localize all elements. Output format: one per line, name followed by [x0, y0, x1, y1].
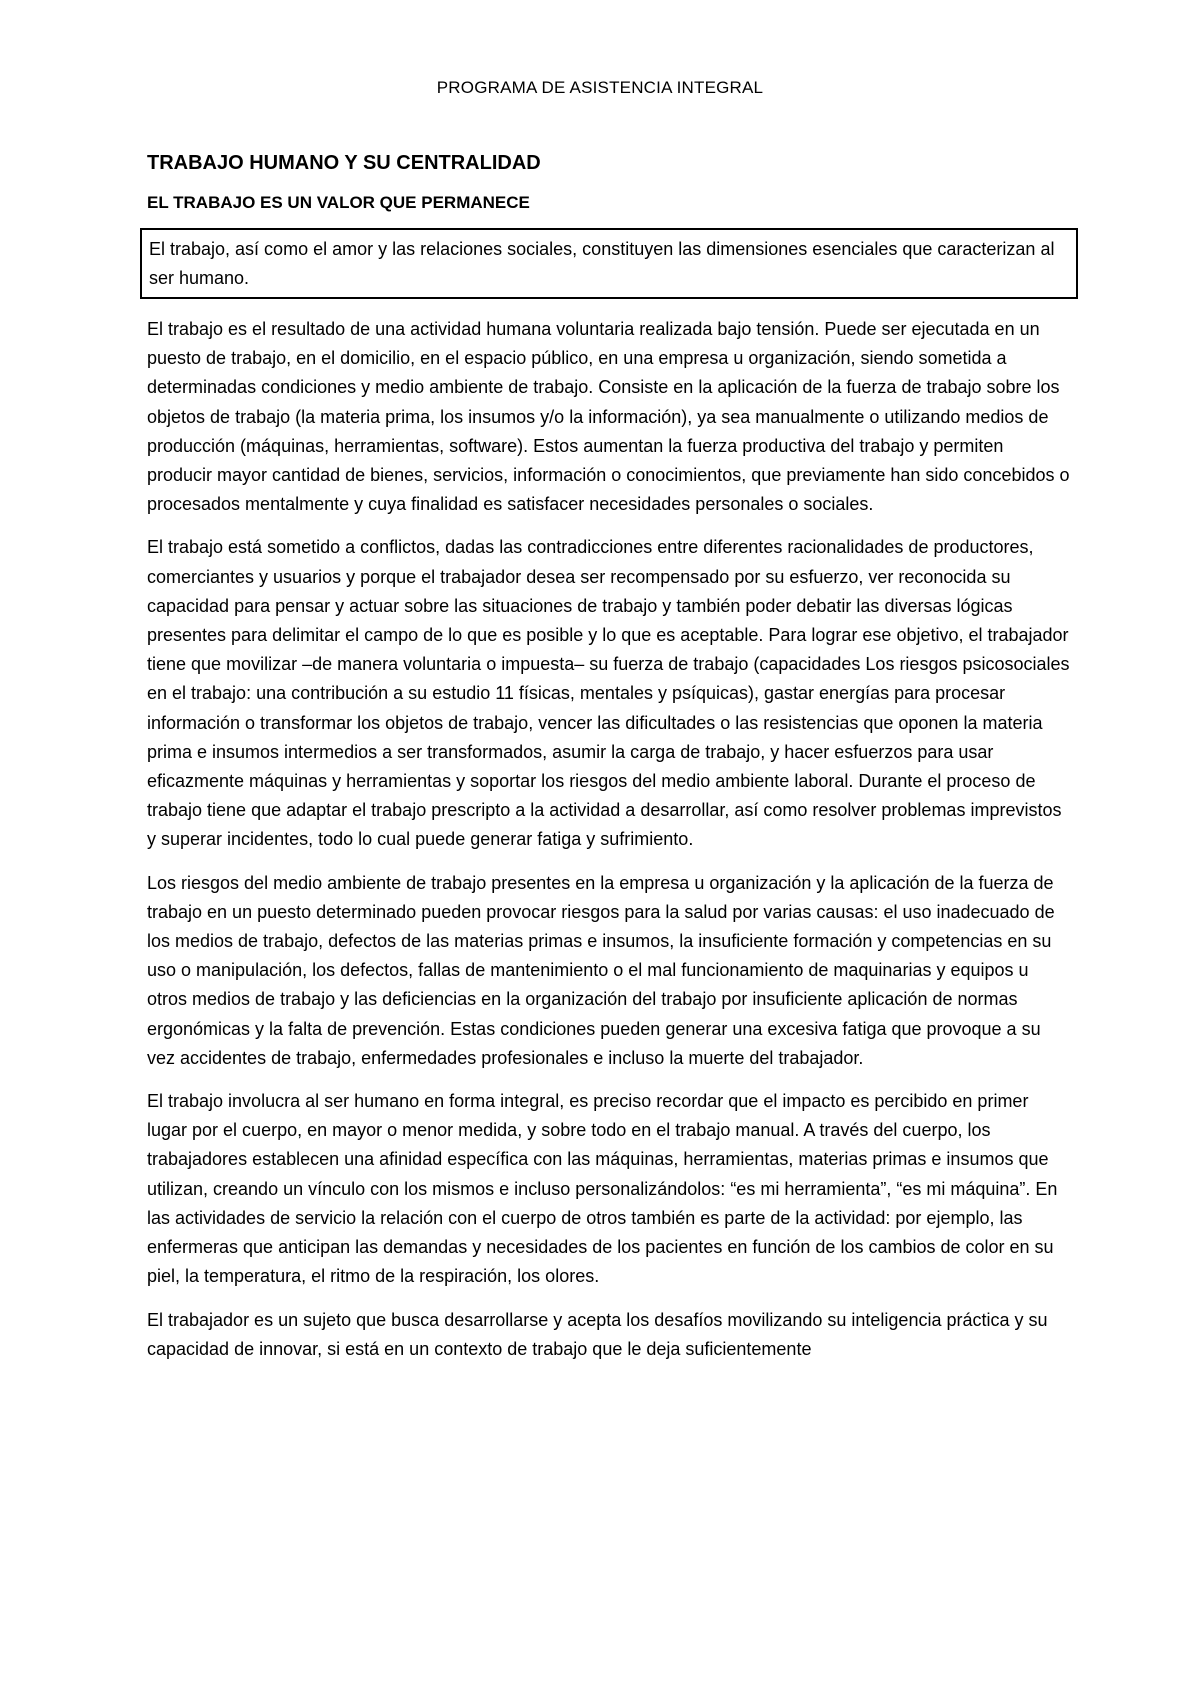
body-paragraph: El trabajador es un sujeto que busca desarrollarse y acepta los desafíos movilizando su inteligencia práctica y su capacidad de innovar, si está en un contexto de trabajo que le deja suficientemente: [147, 1309, 1048, 1359]
section-subtitle: EL TRABAJO ES UN VALOR QUE PERMANECE: [147, 193, 530, 212]
body-paragraph: El trabajo es el resultado de una actividad humana voluntaria realizada bajo tensión. Puede ser ejecutada en un puesto de trabajo, en el domicilio, en el espacio público, en una empresa u organización, siendo sometida a determinadas condiciones y medio ambiente de trabajo. Consiste en la aplicación de la fuerza de trabajo sobre los objetos de trabajo (la materia prima, los insumos y/o la información), ya sea manualmente o utilizando medios de producción (máquinas, herramientas, software). Estos aumentan la fuerza productiva del trabajo y permiten producir mayor cantidad de bienes, servicios, información o conocimientos, que previamente han sido concebidos o procesados mentalmente y cuya finalidad es satisfacer necesidades personales o sociales.: [147, 319, 1070, 515]
document-body: [147, 148, 1071, 1364]
highlighted-definition-box: El trabajo, así como el amor y las relaciones sociales, constituyen las dimensiones esenciales que caracterizan al ser humano.: [140, 228, 1078, 299]
document-title: TRABAJO HUMANO Y SU CENTRALIDAD: [147, 152, 541, 174]
body-paragraph: El trabajo involucra al ser humano en forma integral, es preciso recordar que el impacto es percibido en primer lugar por el cuerpo, en mayor o menor medida, y sobre todo en el trabajo manual. A través del cuerpo, los trabajadores establecen una afinidad específica con las máquinas, herramientas, materias primas e insumos que utilizan, creando un vínculo con los mismos e incluso personalizándolos: “es mi herramienta”, “es mi máquina”. En las actividades de servicio la relación con el cuerpo de otros también es parte de la actividad: por ejemplo, las enfermeras que anticipan las demandas y necesidades de los pacientes en función de los cambios de color en su piel, la temperatura, el ritmo de la respiración, los olores.: [147, 1091, 1058, 1287]
body-paragraph: El trabajo está sometido a conflictos, dadas las contradicciones entre diferentes racionalidades de productores, comerciantes y usuarios y porque el trabajador desea ser recompensado por su esfuerzo, ver reconocida su capacidad para pensar y actuar sobre las situaciones de trabajo y también poder debatir las diversas lógicas presentes para delimitar el campo de lo que es posible y lo que es aceptable. Para lograr ese objetivo, el trabajador tiene que movilizar –de manera voluntaria o impuesta– su fuerza de trabajo (capacidades Los riesgos psicosociales en el trabajo: una contribución a su estudio 11 físicas, mentales y psíquicas), gastar energías para procesar información o transformar los objetos de trabajo, vencer las dificultades o las resistencias que oponen la materia prima e insumos intermedios a ser transformados, asumir la carga de trabajo, y hacer esfuerzos para usar eficazmente máquinas y herramientas y soportar los riesgos del medio ambiente laboral. Durante el proceso de trabajo tiene que adaptar el trabajo prescripto a la actividad a desarrollar, así como resolver problemas imprevistos y superar incidentes, todo lo cual puede generar fatiga y sufrimiento.: [147, 537, 1070, 850]
body-paragraph: Los riesgos del medio ambiente de trabajo presentes en la empresa u organización y la aplicación de la fuerza de trabajo en un puesto determinado pueden provocar riesgos para la salud por varias causas: el uso inadecuado de los medios de trabajo, defectos de las materias primas e insumos, la insuficiente formación y competencias en su uso o manipulación, los defectos, fallas de mantenimiento o el mal funcionamiento de maquinarias y equipos u otros medios de trabajo y las deficiencias en la organización del trabajo por insuficiente aplicación de normas ergonómicas y la falta de prevención. Estas condiciones pueden generar una excesiva fatiga que provoque a su vez accidentes de trabajo, enfermedades profesionales e incluso la muerte del trabajador.: [147, 872, 1055, 1068]
running-header: PROGRAMA DE ASISTENCIA INTEGRAL: [436, 78, 764, 97]
